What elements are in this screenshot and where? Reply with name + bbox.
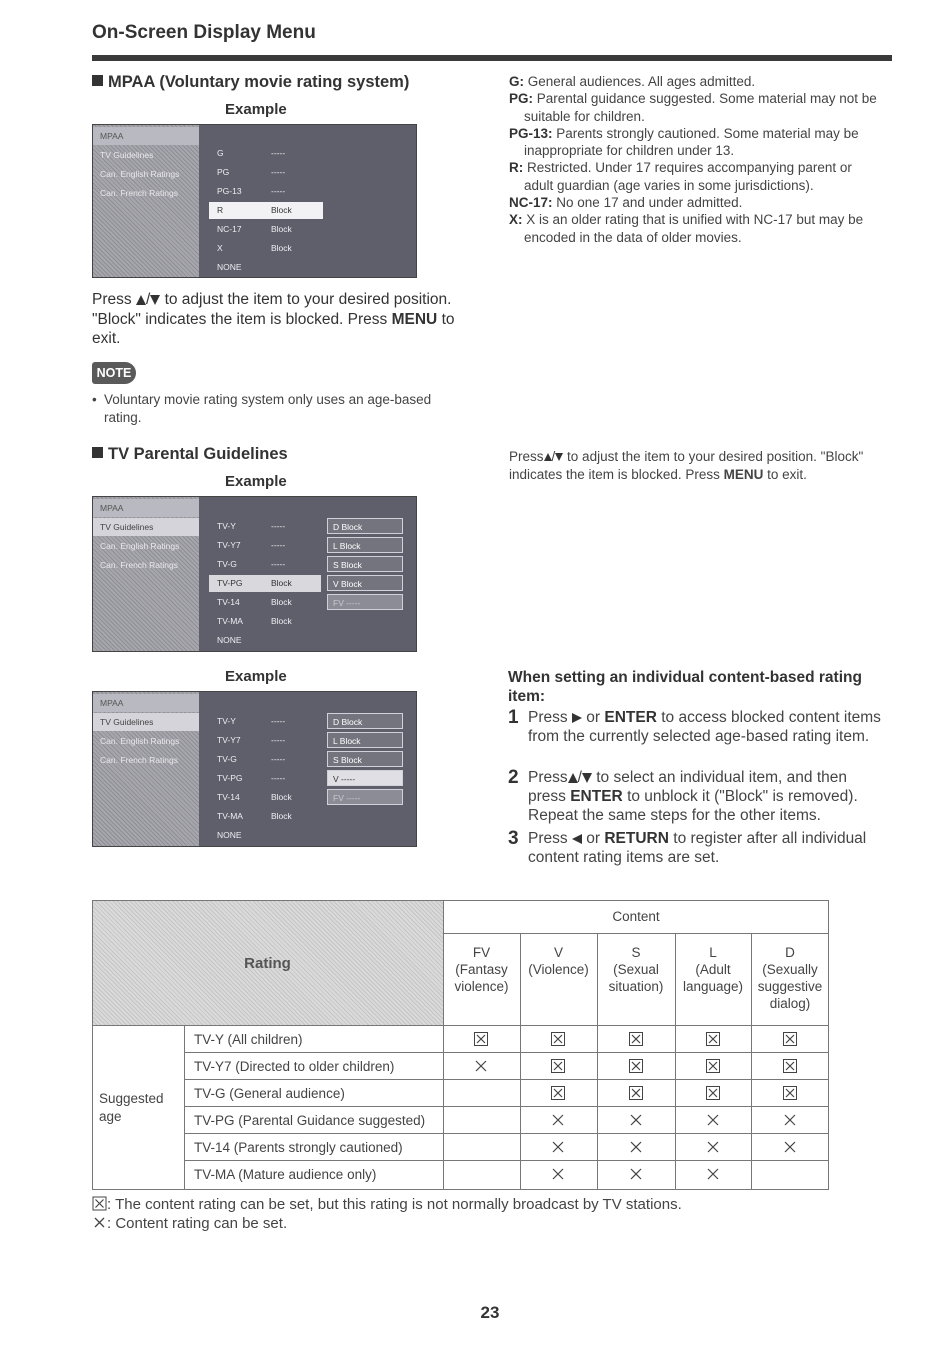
definition-pg13: PG-13: Parents strongly cautioned. Some material may be inappropriate for children under 13. [509, 125, 859, 159]
rating-row-selected: R Block [209, 202, 323, 219]
content-item: FV ----- [327, 789, 403, 805]
rating-row: NC-17 Block [217, 224, 292, 234]
content-item: FV ----- [327, 594, 403, 610]
x-mark [705, 1166, 721, 1182]
x-mark [705, 1112, 721, 1128]
rating-row: TV-Y7 ----- [217, 735, 286, 745]
menu-item: Can. French Ratings [100, 560, 178, 570]
tv-guidelines-heading: TV Parental Guidelines [92, 445, 288, 464]
x-mark [628, 1166, 644, 1182]
boxed-x-mark [782, 1058, 798, 1074]
menu-sidebar [93, 692, 199, 846]
down-arrow-icon [582, 773, 592, 783]
content-item: S Block [327, 751, 403, 767]
rating-row: TV-Y ----- [217, 521, 286, 531]
row-label: TV-Y (All children) [194, 1032, 303, 1047]
boxed-x-mark [550, 1085, 566, 1101]
col-header-d: D (Sexually suggestive dialog) [757, 945, 823, 1011]
bullet-square-icon [92, 447, 103, 458]
tv-instructions: Press / to adjust the item to your desired position. "Block" indicates the item is blocked. Press MENU to exit. [509, 449, 864, 482]
rating-row: NONE [217, 830, 242, 840]
rating-row: TV-G ----- [217, 754, 286, 764]
col-header-fv: FV (Fantasy violence) [454, 945, 509, 994]
definition-x: X: X is an older rating that is unified with NC-17 but may be encoded in the data of older movies. [509, 212, 864, 245]
right-arrow-icon [572, 713, 582, 723]
menu-item-selected: TV Guidelines [93, 713, 199, 731]
step-2: 2 Press / to select an individual item, and then press ENTER to unblock it ("Block" is removed). Repeat the same steps for the other items. [508, 767, 858, 824]
content-header: Content [612, 909, 660, 924]
x-icon [92, 1215, 107, 1230]
boxed-x-mark [628, 1085, 644, 1101]
row-label: TV-PG (Parental Guidance suggested) [194, 1113, 426, 1128]
menu-item-selected: TV Guidelines [93, 518, 199, 536]
row-label: TV-14 (Parents strongly cautioned) [194, 1140, 403, 1155]
definition-g: G: General audiences. All ages admitted. [509, 74, 756, 89]
rating-row: TV-G ----- [217, 559, 286, 569]
boxed-x-mark [550, 1058, 566, 1074]
boxed-x-mark [628, 1058, 644, 1074]
rating-row: TV-14 Block [217, 792, 292, 802]
step-1: 1 Press or ENTER to access blocked content items from the currently selected age-based rating item. [508, 707, 881, 745]
x-mark [782, 1139, 798, 1155]
content-item: L Block [327, 732, 403, 748]
rating-table [92, 900, 829, 1190]
rating-row: PG-13 ----- [217, 186, 286, 196]
row-label: TV-G (General audience) [194, 1086, 345, 1101]
tv-example1-label: Example [225, 473, 287, 490]
rating-row: PG ----- [217, 167, 286, 177]
mpaa-example-label: Example [225, 101, 287, 118]
content-item: D Block [327, 713, 403, 729]
suggested-age-label: Suggested age [99, 1091, 164, 1124]
boxed-x-mark [628, 1031, 644, 1047]
col-header-v: V (Violence) [528, 945, 589, 977]
rating-row-selected: TV-PG Block [209, 575, 321, 592]
menu-item: TV Guidelines [100, 150, 154, 160]
note-text: • Voluntary movie rating system only uses an age-based rating. [92, 392, 432, 425]
boxed-x-mark [550, 1031, 566, 1047]
boxed-x-mark [705, 1058, 721, 1074]
content-item: L Block [327, 537, 403, 553]
row-label: TV-Y7 (Directed to older children) [194, 1059, 395, 1074]
page-title: On-Screen Display Menu [92, 22, 316, 43]
x-mark [628, 1139, 644, 1155]
menu-item: Can. French Ratings [100, 188, 178, 198]
x-mark [550, 1112, 566, 1128]
content-item: V Block [327, 575, 403, 591]
note-badge: NOTE [92, 362, 136, 384]
boxed-x-mark [782, 1031, 798, 1047]
tv-menu-screenshot-2 [92, 691, 417, 847]
rating-row: TV-Y7 ----- [217, 540, 286, 550]
mpaa-menu-screenshot [92, 124, 417, 278]
rating-row: TV-Y ----- [217, 716, 286, 726]
menu-item-mpaa: MPAA [93, 694, 199, 712]
rating-row: NONE [217, 262, 242, 272]
col-header-l: L (Adult language) [682, 945, 744, 994]
down-arrow-icon [150, 295, 160, 305]
tv-example2-label: Example [225, 668, 287, 685]
down-arrow-icon [555, 453, 563, 461]
menu-item-mpaa: MPAA [93, 499, 199, 517]
x-mark [550, 1166, 566, 1182]
definition-pg: PG: Parental guidance suggested. Some material may not be suitable for children. [509, 91, 877, 124]
menu-item: Can. English Ratings [100, 541, 180, 551]
menu-item-mpaa: MPAA [93, 127, 199, 145]
boxed-x-icon [92, 1196, 107, 1211]
menu-sidebar [93, 125, 199, 277]
rating-row: TV-PG ----- [217, 773, 286, 783]
up-arrow-icon [544, 453, 552, 461]
menu-sidebar [93, 497, 199, 651]
up-arrow-icon [568, 773, 578, 783]
mpaa-heading: MPAA (Voluntary movie rating system) [92, 73, 409, 92]
rating-row: TV-14 Block [217, 597, 292, 607]
x-mark [705, 1139, 721, 1155]
legend-x: : Content rating can be set. [92, 1215, 287, 1232]
x-mark [628, 1112, 644, 1128]
x-mark [550, 1139, 566, 1155]
row-label: TV-MA (Mature audience only) [194, 1167, 377, 1182]
x-mark [782, 1112, 798, 1128]
rating-row: TV-MA Block [217, 811, 292, 821]
step-3: 3 Press or RETURN to register after all individual content rating items are set. [508, 828, 867, 866]
individual-rating-heading: When setting an individual content-based rating item: [508, 669, 862, 705]
boxed-x-mark [705, 1031, 721, 1047]
boxed-x-mark [473, 1031, 489, 1047]
header-rule [92, 55, 892, 61]
menu-item: Can. French Ratings [100, 755, 178, 765]
content-item: S Block [327, 556, 403, 572]
definition-r: R: Restricted. Under 17 requires accompanying parent or adult guardian (age varies in some jurisdictions). [509, 160, 852, 193]
menu-item: Can. English Ratings [100, 169, 180, 179]
rating-row: X Block [217, 243, 292, 253]
menu-item: Can. English Ratings [100, 736, 180, 746]
rating-header: Rating [244, 955, 291, 972]
rating-row: G ----- [217, 148, 286, 158]
content-item-selected: V ----- [327, 770, 403, 786]
mpaa-instructions: Press / to adjust the item to your desired position. "Block" indicates the item is blocked. Press MENU to exit. [92, 291, 455, 347]
up-arrow-icon [136, 295, 146, 305]
boxed-x-mark [782, 1085, 798, 1101]
page-number: 23 [480, 1303, 500, 1322]
definition-nc17: NC-17: No one 17 and under admitted. [509, 195, 743, 211]
tv-menu-screenshot-1 [92, 496, 417, 652]
col-header-s: S (Sexual situation) [608, 945, 664, 994]
boxed-x-mark [705, 1085, 721, 1101]
rating-definitions [509, 73, 899, 246]
rating-row: TV-MA Block [217, 616, 292, 626]
legend-boxed: : The content rating can be set, but this rating is not normally broadcast by TV stations. [92, 1196, 682, 1213]
left-arrow-icon [572, 834, 582, 844]
bullet-square-icon [92, 75, 103, 86]
content-item: D Block [327, 518, 403, 534]
x-mark [473, 1058, 489, 1074]
rating-row: NONE [217, 635, 242, 645]
